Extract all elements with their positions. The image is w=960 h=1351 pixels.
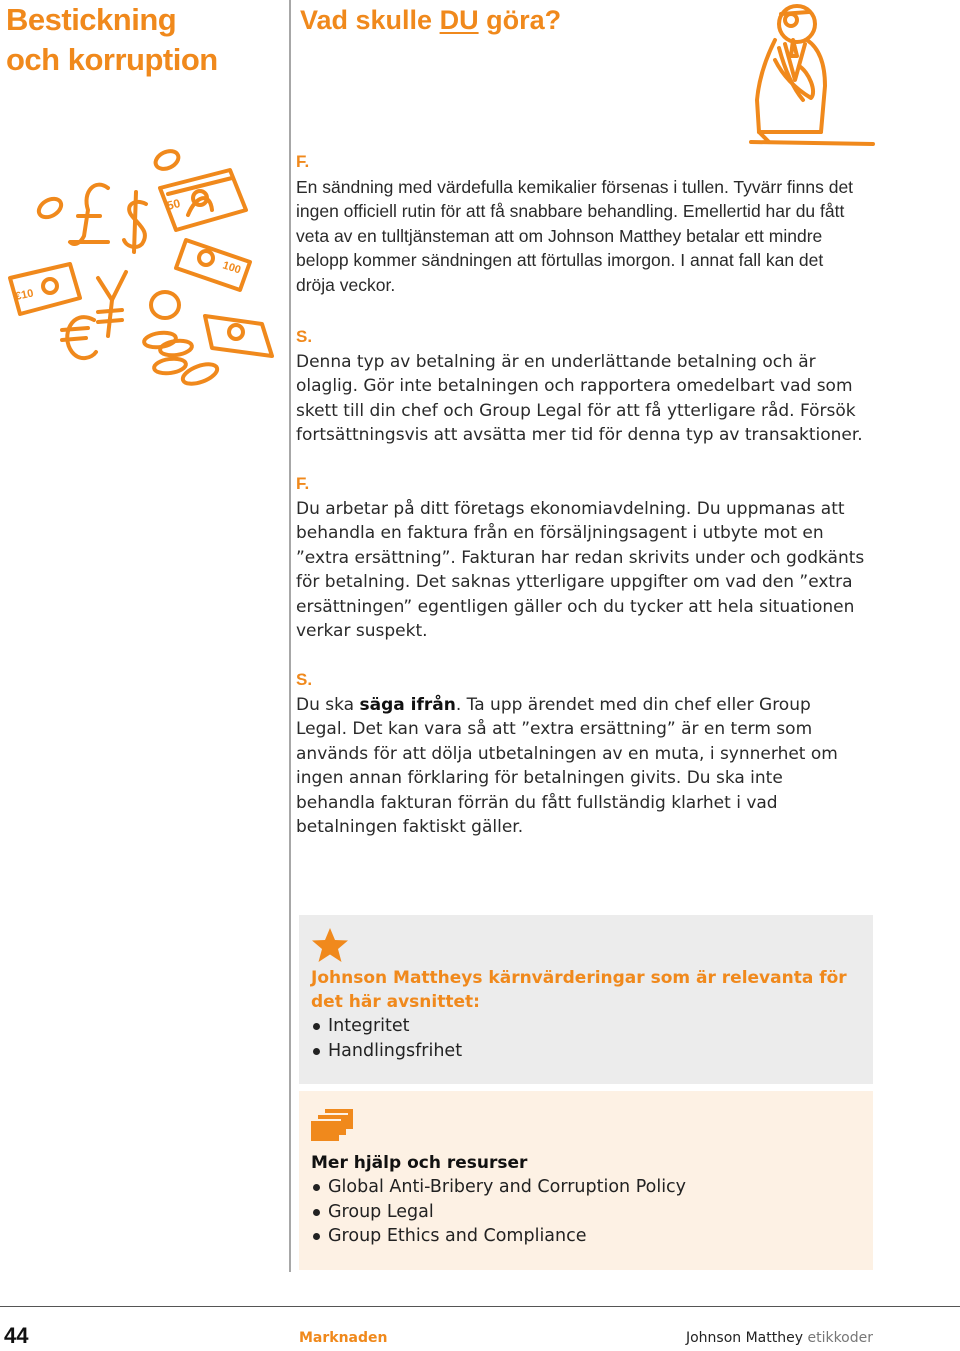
section-title [6,0,218,80]
help-resources-title: Mer hjälp och resurser [311,1153,528,1173]
help-resources-list [311,1175,686,1249]
answer-label: S. [296,670,313,689]
answer-2 [296,668,866,840]
answer-text-part: Du ska [296,694,360,715]
banknote-label-50: 50 [165,196,182,213]
answer-text: Denna typ av betalning är en underlättande betalning och är olaglig. Gör inte betalningen och rapportera omedelbart vad som skett till din chef och Group Legal för att få ytterligare råd. Försök fortsättningsvis att avsätta mer tid för denna typ av transaktioner. [296,351,863,445]
help-resources-box [299,1091,873,1270]
star-icon [311,927,349,963]
question-text: En sändning med värdefulla kemikalier försenas i tullen. Tyvärr finns det ingen officiell rutin för att få snabbare behandling. Emellertid har du fått veta av en tulltjänsteman att om Johnson Matthey betalar ett mindre belopp kommer sändningen att förtullas imorgon. I annat fall kan det dröja veckor. [296,176,854,295]
list-item: Group Legal [311,1200,686,1225]
list-item: Group Ethics and Compliance [311,1224,686,1249]
banknote-label-10: €10 [14,287,35,303]
footer-brand-name: Johnson Matthey [685,1330,804,1346]
heading-suffix: göra? [478,5,562,35]
footer-brand-sub: etikkoder [807,1330,873,1346]
list-item: Global Anti-Bribery and Corruption Policy [311,1175,686,1200]
page-heading [300,2,561,38]
section-title-line2: och korruption [6,42,218,77]
banknote-label-100: 100 [221,259,243,277]
question-1 [296,150,866,297]
footer-section-name: Marknaden [299,1330,388,1346]
question-label: F. [296,152,310,171]
question-2 [296,472,866,644]
heading-emphasis: DU [439,5,479,35]
column-divider [289,0,291,1272]
thinking-man-illustration [745,0,880,152]
answer-label: S. [296,327,313,346]
answer-text [296,693,866,840]
list-item: Integritet [311,1014,462,1039]
answer-1 [296,325,866,448]
list-item: Handlingsfrihet [311,1039,462,1064]
core-values-box [299,915,873,1084]
page-number: 44 [4,1323,29,1348]
question-label: F. [296,474,310,493]
footer-divider [0,1306,960,1307]
section-title-line1: Bestickning [6,2,177,37]
question-text: Du arbetar på ditt företags ekonomiavdelning. Du uppmanas att behandla en faktura från en försäljningsagent i utbyte mot en ”extra ersättning”. Fakturan har redan skrivits under och godkänts för betalning. Det saknas ytterligare uppgifter om vad den ”extra ersättningen” egentligen gäller och du tycker att hela situationen verkar suspekt. [296,498,865,641]
heading-prefix: Vad skulle [300,5,440,35]
footer-brand [686,1328,873,1348]
core-values-list [311,1014,462,1063]
answer-emphasis: säga ifrån [359,694,456,715]
currency-illustration [0,140,285,405]
answer-text-part: . Ta upp ärendet med din chef eller Group Legal. Det kan vara så att ”extra ersättning” är en term som används för att dölja utbetalningen av en muta, i synnerhet om ingen annan förklaring för betalningen givits. Du ska inte behandla fakturan förrän du fått fullständig klarhet i vad betalningen faktiskt gäller. [296,694,838,837]
documents-stack-icon [311,1108,355,1144]
core-values-title: Johnson Mattheys kärnvärderingar som är relevanta för det här avsnittet: [311,968,847,1012]
